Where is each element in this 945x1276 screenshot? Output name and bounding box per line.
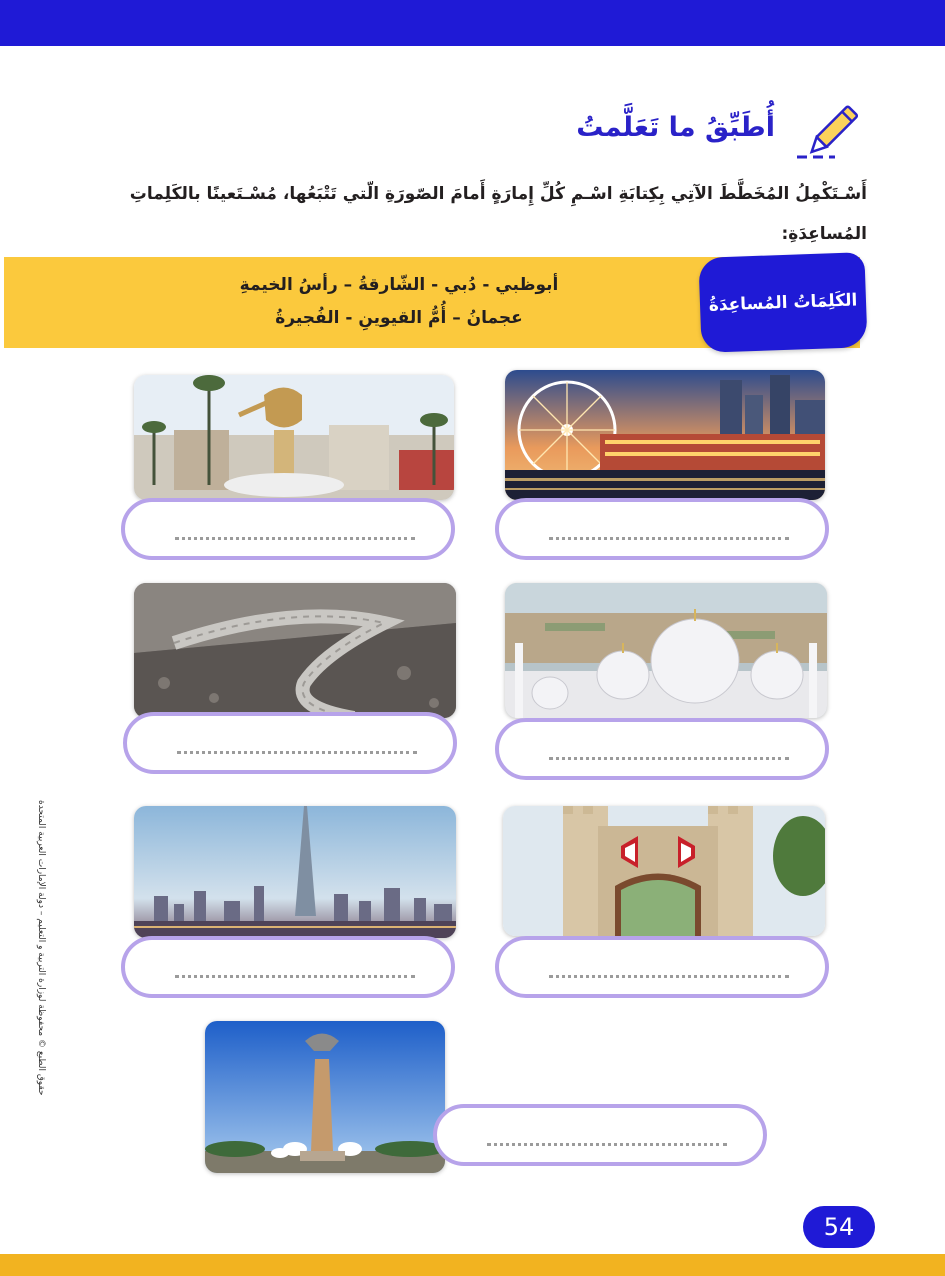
answer-dots [175, 520, 415, 540]
copyright-note: حقوق الطبع © محفوظة لوزارة التربية و التعليم – دولة الإمارات العربية المتحدة [36, 800, 46, 1096]
photo-ferris-wheel [505, 370, 825, 500]
photo-dubai-skyline [134, 806, 456, 938]
photo-mountain-road [134, 583, 456, 718]
answer-field-3[interactable] [495, 718, 829, 780]
section-title: أُطَبِّقُ ما تَعَلَّمتُ [576, 112, 775, 143]
page-number: 54 [803, 1206, 875, 1248]
answer-field-1[interactable] [495, 498, 829, 560]
word-bank-label: الكَلِمَاتُ المُساعِدَةُ [698, 252, 867, 353]
photo-fort-gate [503, 806, 825, 936]
answer-field-7[interactable] [433, 1104, 767, 1166]
instruction-text: أَسْـتَكْمِلُ المُخَطَّطَ الآتِي بِكِتابَةِ اسْـمِ كُلِّ إِمارَةٍ أَمامَ الصّورَةِ الّتي تَتْبَعُها، مُسْـتَعينًا بالكَلِماتِ المُساعِدَةِ: [129, 184, 867, 244]
section-heading [576, 112, 775, 143]
photo-falcon-monument [205, 1021, 445, 1173]
pencil-icon [795, 100, 865, 162]
bottom-banner [0, 1254, 945, 1276]
word-bank-line-2: عجمانُ – أُمُّ القيوينِ - الفُجيرةُ [275, 308, 523, 328]
photo-grand-mosque [505, 583, 827, 718]
answer-dots [549, 520, 789, 540]
answer-dots [177, 734, 417, 754]
answer-dots [175, 958, 415, 978]
answer-dots [549, 958, 789, 978]
word-bank-line-1: أبوظبي - دُبي - الشّارقةُ – رأسُ الخيمةِ [239, 275, 559, 295]
answer-dots [549, 740, 789, 760]
photo-coffee-pot-monument [134, 375, 454, 500]
answer-field-2[interactable] [121, 498, 455, 560]
answer-field-5[interactable] [495, 936, 829, 998]
top-banner [0, 0, 945, 46]
answer-field-4[interactable] [123, 712, 457, 774]
answer-dots [487, 1126, 727, 1146]
answer-field-6[interactable] [121, 936, 455, 998]
